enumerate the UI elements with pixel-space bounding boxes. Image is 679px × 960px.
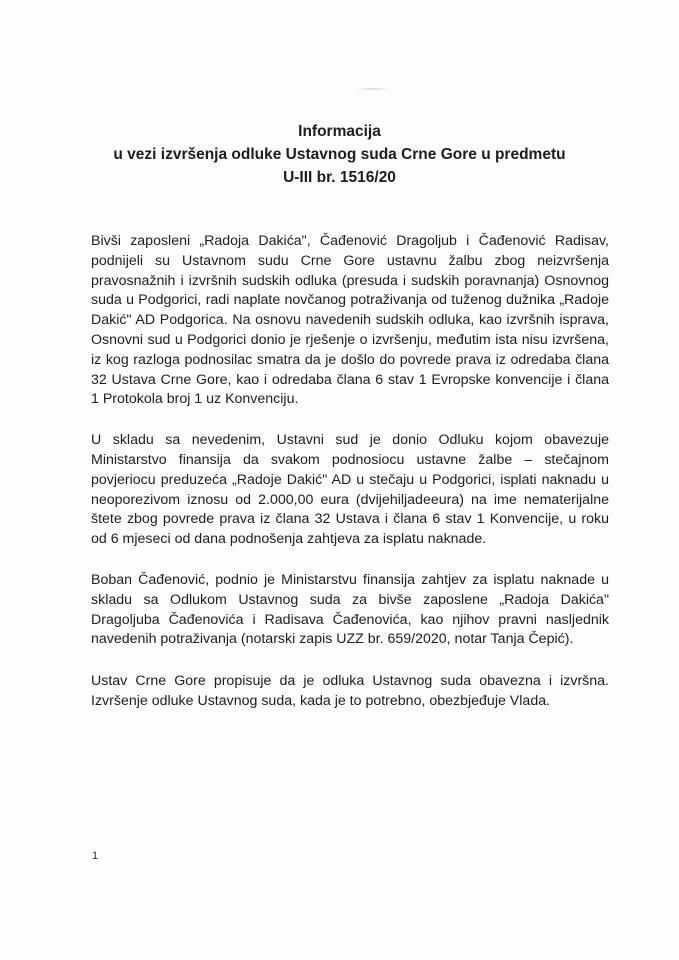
title-line-subject: u vezi izvršenja odluke Ustavnog suda Crne Gore u predmetu	[113, 146, 566, 163]
title-line-case-number: U-III br. 1516/20	[283, 169, 396, 186]
paragraph-court-decision: U skladu sa nevedenim, Ustavni sud je donio Odluku kojom obavezuje Ministarstvo finansija da svakom podnosiocu ustavne žalbe – stečajnom povjeriocu preduzeća „Radoje Dakić" AD u stečaju u Podgorici, isplati naknadu u neoporezivom iznosu od 2.000,00 eura (dvijehiljadeeura) na ime nematerijalne štete zbog povrede prava iz člana 32 Ustava i člana 6 stav 1 Konvencije, u roku od 6 mjeseci od dana podnošenja zahtjeva za isplatu naknade.	[91, 432, 609, 548]
paragraph-background: Bivši zaposleni „Radoja Dakića", Čađenović Dragoljub i Čađenović Radisav, podnijeli su Ustavnom sudu Crne Gore ustavnu žalbu zbog neizvršenja pravosnažnih i izvršnih sudskih odluka (presuda i sudskih poravnanja) Osnovnog suda u Podgorici, radi naplate novčanog potraživanja od tuženog dužnika „Radoje Dakić" AD Podgorica. Na osnovu navedenih sudskih odluka, kao izvršnih isprava, Osnovni sud u Podgorici donio je rješenje o izvršenju, međutim ista nisu izvršena, iz kog razloga podnosilac smatra da je došlo do povrede prava iz odredaba člana 32 Ustava Crne Gore, kao i odredaba člana 6 stav 1 Evropske konvencije i člana 1 Protokola broj 1 uz Konvenciju.	[91, 233, 609, 408]
paragraph-constitution: Ustav Crne Gore propisuje da je odluka Ustavnog suda obavezna i izvršna. Izvršenje odluke Ustavnog suda, kada je to potrebno, obezbjeđuje Vlada.	[91, 673, 609, 709]
paragraph-claim-request: Boban Čađenović, podnio je Ministarstvu finansija zahtjev za isplatu naknade u skladu sa Odlukom Ustavnog suda za bivše zaposlene „Radoja Dakića" Dragoljuba Čađenovića i Radisava Čađenovića, kao njihov pravni nasljednik navedenih potraživanja (notarski zapis UZZ br. 659/2020, notar Tanja Čepić).	[91, 571, 609, 648]
page-number: 1	[92, 850, 99, 862]
scan-mark	[355, 88, 391, 90]
document-body	[91, 232, 609, 733]
title-line-heading: Informacija	[298, 123, 381, 140]
document-title	[0, 120, 679, 189]
